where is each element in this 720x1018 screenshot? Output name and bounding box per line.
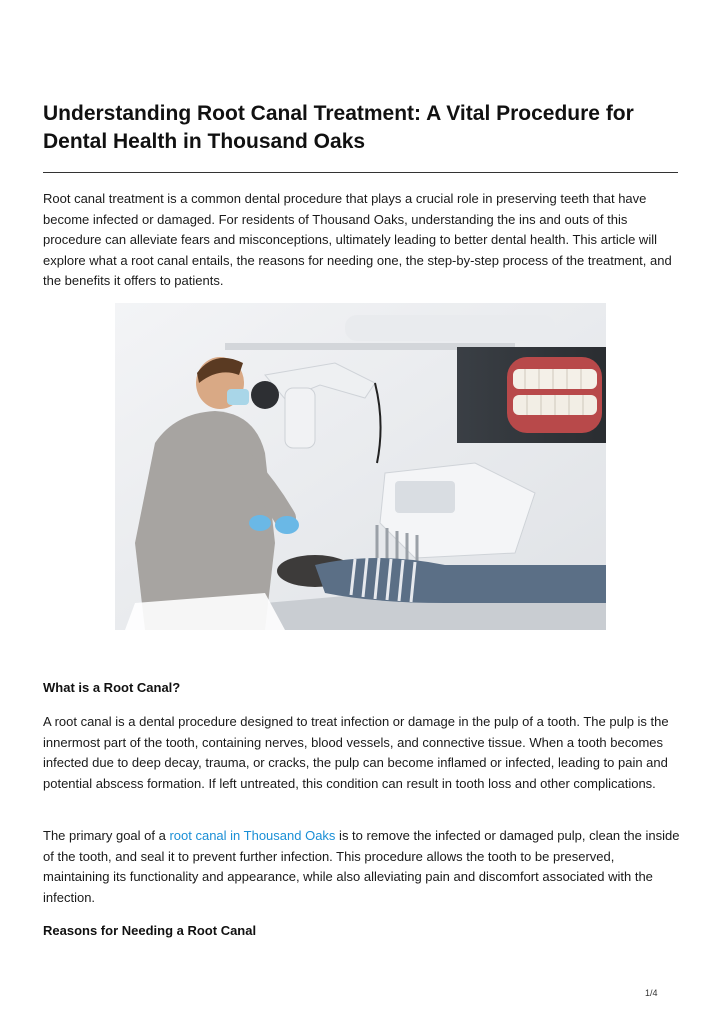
section-heading-what-is-root-canal: What is a Root Canal?: [43, 680, 181, 695]
section1-paragraph-2: [43, 826, 683, 908]
root-canal-thousand-oaks-link[interactable]: root canal in Thousand Oaks: [169, 828, 336, 843]
p2-text-before: The primary goal of a: [43, 828, 170, 843]
section-heading-reasons: Reasons for Needing a Root Canal: [43, 923, 257, 938]
title-divider: [43, 172, 678, 173]
intro-paragraph: Root canal treatment is a common dental procedure that plays a crucial role in preserving teeth that have become infected or damaged. For residents of Thousand Oaks, understanding the ins and outs of this procedure can alleviate fears and misconceptions, ultimately leading to better dental health. This article will explore what a root canal entails, the reasons for needing one, the step-by-step process of the treatment, and the benefits it offers to patients.: [43, 191, 672, 288]
page-number: 1/4: [645, 988, 658, 998]
section1-paragraph-1: A root canal is a dental procedure designed to treat infection or damage in the pulp of a tooth. The pulp is the innermost part of the tooth, containing nerves, blood vessels, and connective tissue. When a tooth becomes infected due to deep decay, trauma, or cracks, the pulp can become inflamed or infected, leading to pain and potential abscess formation. If left untreated, this condition can result in tooth loss and other complications.: [43, 714, 669, 791]
page-title: Understanding Root Canal Treatment: A Vital Procedure for Dental Health in Thousand Oaks: [43, 102, 634, 153]
dental-treatment-photo: [115, 303, 606, 630]
p2-text-after: is to remove the infected or damaged pulp, clean the inside of the tooth, and seal it to prevent further infection. This procedure allows the tooth to be preserved, maintaining its functionality and appearance, while also alleviating pain and discomfort associated with the infection.: [43, 828, 680, 905]
